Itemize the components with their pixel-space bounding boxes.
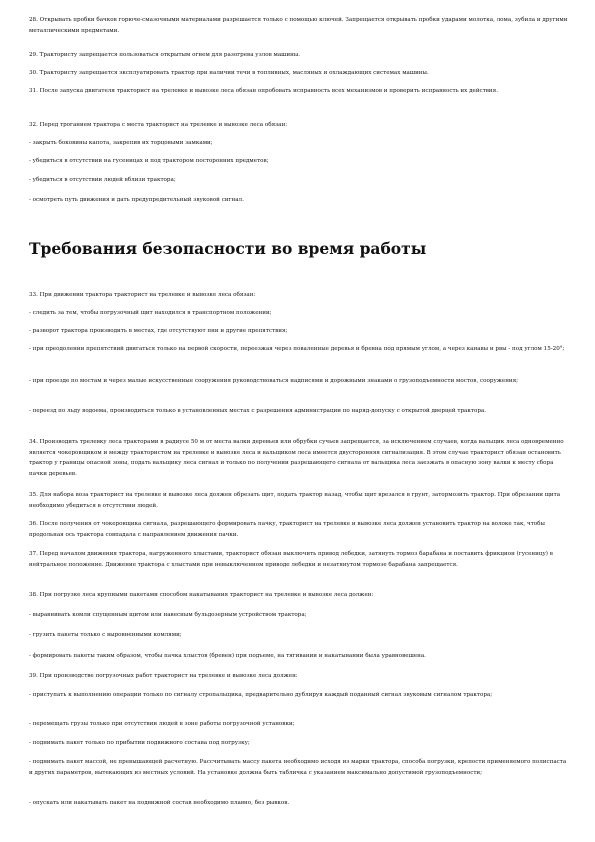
section-heading: Требования безопасности во время работы bbox=[29, 239, 427, 258]
paragraph bbox=[29, 120, 570, 131]
list-item-text: - закрыть боковины капота, закрепив их торцовыми замками; bbox=[29, 140, 213, 146]
paragraph bbox=[29, 15, 570, 36]
list-item-text: - перемещать грузы только при отсутствии людей в зоне работы погрузочной установки; bbox=[29, 721, 295, 727]
paragraph bbox=[29, 437, 570, 479]
list-item-text: - разворот трактора производить в местах, где отсутствуют пни и другие препятствия; bbox=[29, 328, 288, 334]
list-item-text: - при преодолении препятствий двигаться только на первой скорости, переезжая через поваленные деревья и бревна под прямым углом, а через канавы и рвы - под углом 15-20°; bbox=[29, 346, 565, 352]
paragraph-text: 37. Перед началом движения трактора, нагруженного хлыстами, тракторист обязан выключить привод лебедки, затянуть тормоз барабана и поставить фрикцион (гусеницу) в нейтральное положение. Движение трактора с хлыстами при невыключенном приводе лебедки и незатянутом тормозе барабана запрещается. bbox=[29, 551, 553, 568]
list-item-text: - формировать пакеты таким образом, чтобы пачка хлыстов (бревен) при подъеме, на тягивании и накатывании была уравновешена. bbox=[29, 653, 426, 659]
list-item bbox=[29, 344, 570, 355]
list-item-text: - поднимать пакет только по прибытии подвижного состава под погрузку; bbox=[29, 740, 250, 746]
list-item-text: - убедиться в отсутствии людей вблизи трактора; bbox=[29, 177, 176, 183]
paragraph-text: 31. После запуска двигателя тракторист на трелевке и вывозке леса обязан опробовать исправность всех механизмов и проверить исправность их действия. bbox=[29, 88, 498, 94]
list-item-text: - поднимать пакет массой, не превышающей расчетную. Рассчитывать массу пакета необходимо исходя из марки трактора, способа погрузки, крепости применяемого полиспаста и других параметров, вытекающих из местных условий. На установке должна быть табличка с указанием максимально допустимой грузоподъемности; bbox=[29, 759, 567, 776]
list-item bbox=[29, 406, 570, 417]
paragraph bbox=[29, 490, 570, 511]
list-item bbox=[29, 738, 570, 749]
list-item bbox=[29, 719, 570, 730]
paragraph-text: 30. Трактористу запрещается эксплуатировать трактор при наличии течи в топливных, масляных и охлаждающих системах машины. bbox=[29, 70, 429, 76]
paragraph bbox=[29, 549, 570, 570]
paragraph bbox=[29, 68, 570, 79]
list-item-text: - опускать или накатывать пакет на подвижной состав необходимо плавно, без рывков. bbox=[29, 800, 290, 806]
list-item bbox=[29, 138, 570, 149]
paragraph-text: 38. При погрузке леса крупными пакетами способом накатывания тракторист на трелевке и вывозке леса должен: bbox=[29, 592, 374, 598]
paragraph-text: 33. При движении трактора тракторист на трелевке и вывозке леса обязан: bbox=[29, 292, 256, 298]
paragraph-text: 36. После получения от чокеровщика сигнала, разрешающего формировать пачку, тракторист на трелевке и вывозке леса должен установить трактор на волоке так, чтобы продольная ось трактора совпадала с направлением движения пачки. bbox=[29, 521, 545, 538]
list-item bbox=[29, 798, 570, 809]
list-item bbox=[29, 651, 570, 662]
list-item bbox=[29, 195, 570, 206]
paragraph bbox=[29, 671, 570, 682]
paragraph bbox=[29, 519, 570, 540]
list-item-text: - при проезде по мостам и через малые искусственные сооружения руководствоваться надписями и дорожными знаками о грузоподъемности мостов, сооружения; bbox=[29, 378, 519, 384]
list-item bbox=[29, 610, 570, 621]
list-item bbox=[29, 326, 570, 337]
list-item bbox=[29, 156, 570, 167]
list-item bbox=[29, 376, 570, 387]
list-item bbox=[29, 690, 570, 701]
paragraph bbox=[29, 290, 570, 301]
list-item-text: - переезд по льду водоема, производиться только в установленных местах с разрешения администрации по наряд-допуску с открытой дверцей трактора. bbox=[29, 408, 487, 414]
paragraph-text: 35. Для набора воза тракторист на трелевке и вывозке леса должен обрезать щит, подать трактор назад, чтобы щит врезался в грунт, затормозить трактор. При обрезании щита необходимо убедиться в отсутствии людей. bbox=[29, 492, 561, 509]
paragraph bbox=[29, 590, 570, 601]
list-item bbox=[29, 757, 570, 778]
list-item-text: - убедиться в отсутствии на гусеницах и под трактором посторонних предметов; bbox=[29, 158, 269, 164]
paragraph bbox=[29, 50, 570, 61]
list-item bbox=[29, 630, 570, 641]
list-item bbox=[29, 175, 570, 186]
list-item-text: - приступать к выполнению операции только по сигналу стропальщика, предварительно дублируя каждый поданный сигнал звуковым сигналом трактора; bbox=[29, 692, 493, 698]
paragraph-text: 34. Производить трелевку леса тракторами в радиусе 50 м от места валки деревьев или обрубки сучьев запрещается, за исключением случаев, когда вальщик леса одновременно является чокеровщиком и между трактористом на трелевке и вывозке леса и вальщиком леса имеется двусторонняя сигнализация. В этом случае тракторист обязан остановить трактор у границы опасной зоны, подать вальщику леса сигнал и только по получении разрешающего сигнала от вальщика леса заезжать в опасную зону валки к месту сбора пачки деревьев. bbox=[29, 439, 564, 477]
list-item-text: - осмотреть путь движения и дать предупредительный звуковой сигнал. bbox=[29, 197, 244, 203]
list-item bbox=[29, 308, 570, 319]
paragraph-text: 29. Трактористу запрещается пользоваться открытым огнем для разогрева узлов машины. bbox=[29, 52, 301, 58]
list-item-text: - грузить пакеты только с выровненными комлями; bbox=[29, 632, 182, 638]
paragraph bbox=[29, 86, 570, 97]
paragraph-text: 28. Открывать пробки бачков горюче-смазочными материалами разрешается только с помощью ключей. Запрещается открывать пробки ударами молотка, лома, зубила и другими металлическими предметами. bbox=[29, 17, 568, 34]
paragraph-text: 32. Перед троганием трактора с места тракторист на трелевке и вывозке леса обязан: bbox=[29, 122, 288, 128]
paragraph-text: 39. При производстве погрузочных работ тракторист на трелевке и вывозке леса должен: bbox=[29, 673, 298, 679]
list-item-text: - выравнивать комли спущенным щитом или навесным бульдозерным устройством трактора; bbox=[29, 612, 307, 618]
list-item-text: - следить за тем, чтобы погрузочный щит находился в транспортном положении; bbox=[29, 310, 272, 316]
